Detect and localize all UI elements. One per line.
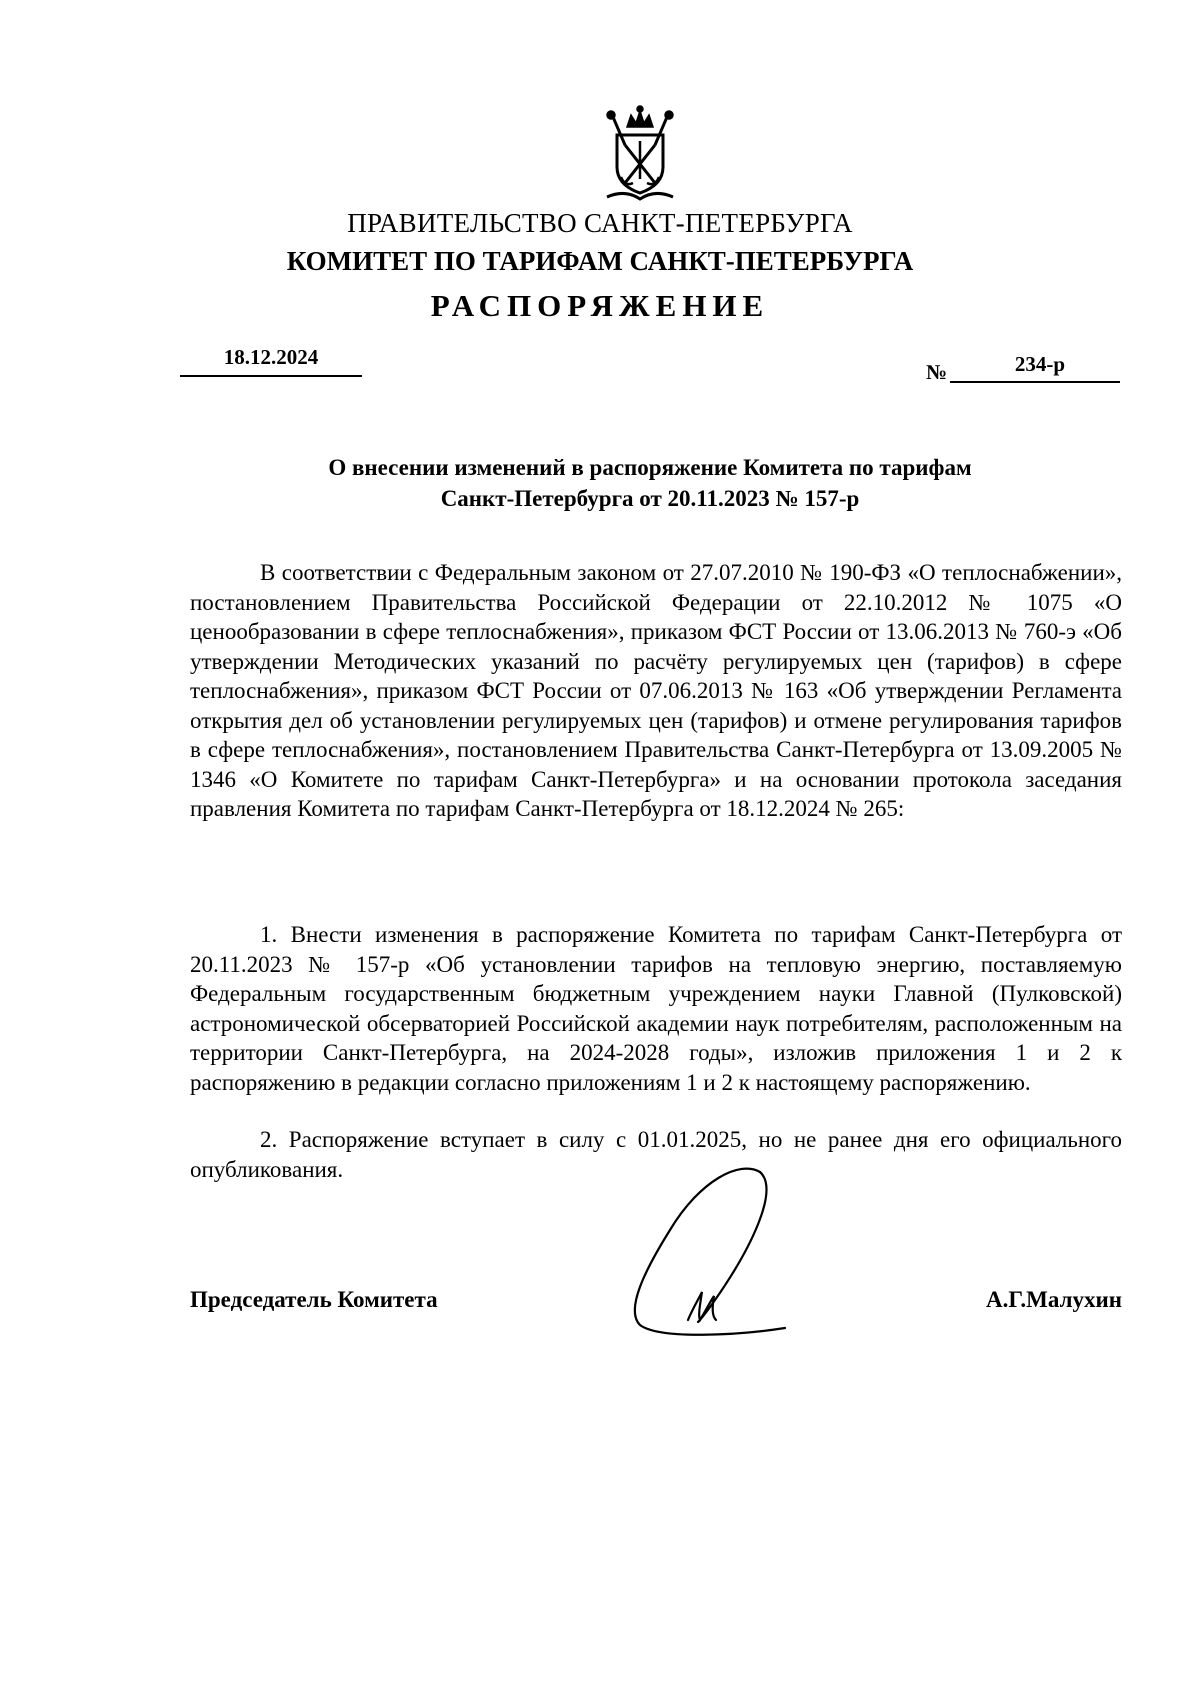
number-underline xyxy=(950,381,1120,383)
document-date: 18.12.2024 xyxy=(223,345,319,369)
document-type: РАСПОРЯЖЕНИЕ xyxy=(430,288,770,323)
signer-name: А.Г.Малухин xyxy=(986,1287,1122,1312)
subject-line-2: Санкт-Петербурга от 20.11.2023 № 157-р xyxy=(440,486,860,511)
date-underline xyxy=(180,375,362,377)
coat-of-arms-icon xyxy=(595,105,685,205)
preamble-paragraph: В соответствии с Федеральным законом от 27.07.2010 № 190-ФЗ «О теплоснабжении», постановлением Правительства Российской Федерации от 22.10.2012 № 1075 «О ценообразовании в сфере теплоснабжения», приказом ФСТ России от 13.06.2013 № 760-э «Об утверждении Методических указаний по расчёту регулируемых цен (тарифов) в сфере теплоснабжения», приказом ФСТ России от 07.06.2013 № 163 «Об утверждении Регламента открытия дел об установлении регулируемых цен (тарифов) и отмене регулирования тарифов в сфере теплоснабжения», постановлением Правительства Санкт-Петербурга от 13.09.2005 № 1346 «О Комитете по тарифам Санкт-Петербурга» и на основании протокола заседания правления Комитета по тарифам Санкт-Петербурга от 18.12.2024 № 265: xyxy=(190,560,1122,821)
signer-position: Председатель Комитета xyxy=(190,1287,438,1312)
item-2-paragraph: 2. Распоряжение вступает в силу с 01.01.2025, но не ранее дня его официального опубликования. xyxy=(190,1127,1122,1182)
item-1-paragraph: 1. Внести изменения в распоряжение Комитета по тарифам Санкт-Петербурга от 20.11.2023 № 157-р «Об установлении тарифов на тепловую энергию, поставляемую Федеральным государственным бюджетным учреждением науки Главной (Пулковской) астрономической обсерваторией Российской академии наук потребителям, расположенным на территории Санкт-Петербурга, на 2024-2028 годы», изложив приложения 1 и 2 к распоряжению в редакции согласно приложениям 1 и 2 к настоящему распоряжению. xyxy=(190,922,1122,1095)
government-name: ПРАВИТЕЛЬСТВО САНКТ-ПЕТЕРБУРГА xyxy=(347,208,853,238)
committee-name: КОМИТЕТ ПО ТАРИФАМ САНКТ-ПЕТЕРБУРГА xyxy=(286,246,914,276)
subject-line-1: О внесении изменений в распоряжение Комитета по тарифам xyxy=(328,455,972,480)
handwritten-signature xyxy=(620,1160,800,1350)
document-subject xyxy=(190,452,1110,514)
document-number: 234-р xyxy=(1014,352,1066,376)
number-sign: № xyxy=(926,360,948,384)
